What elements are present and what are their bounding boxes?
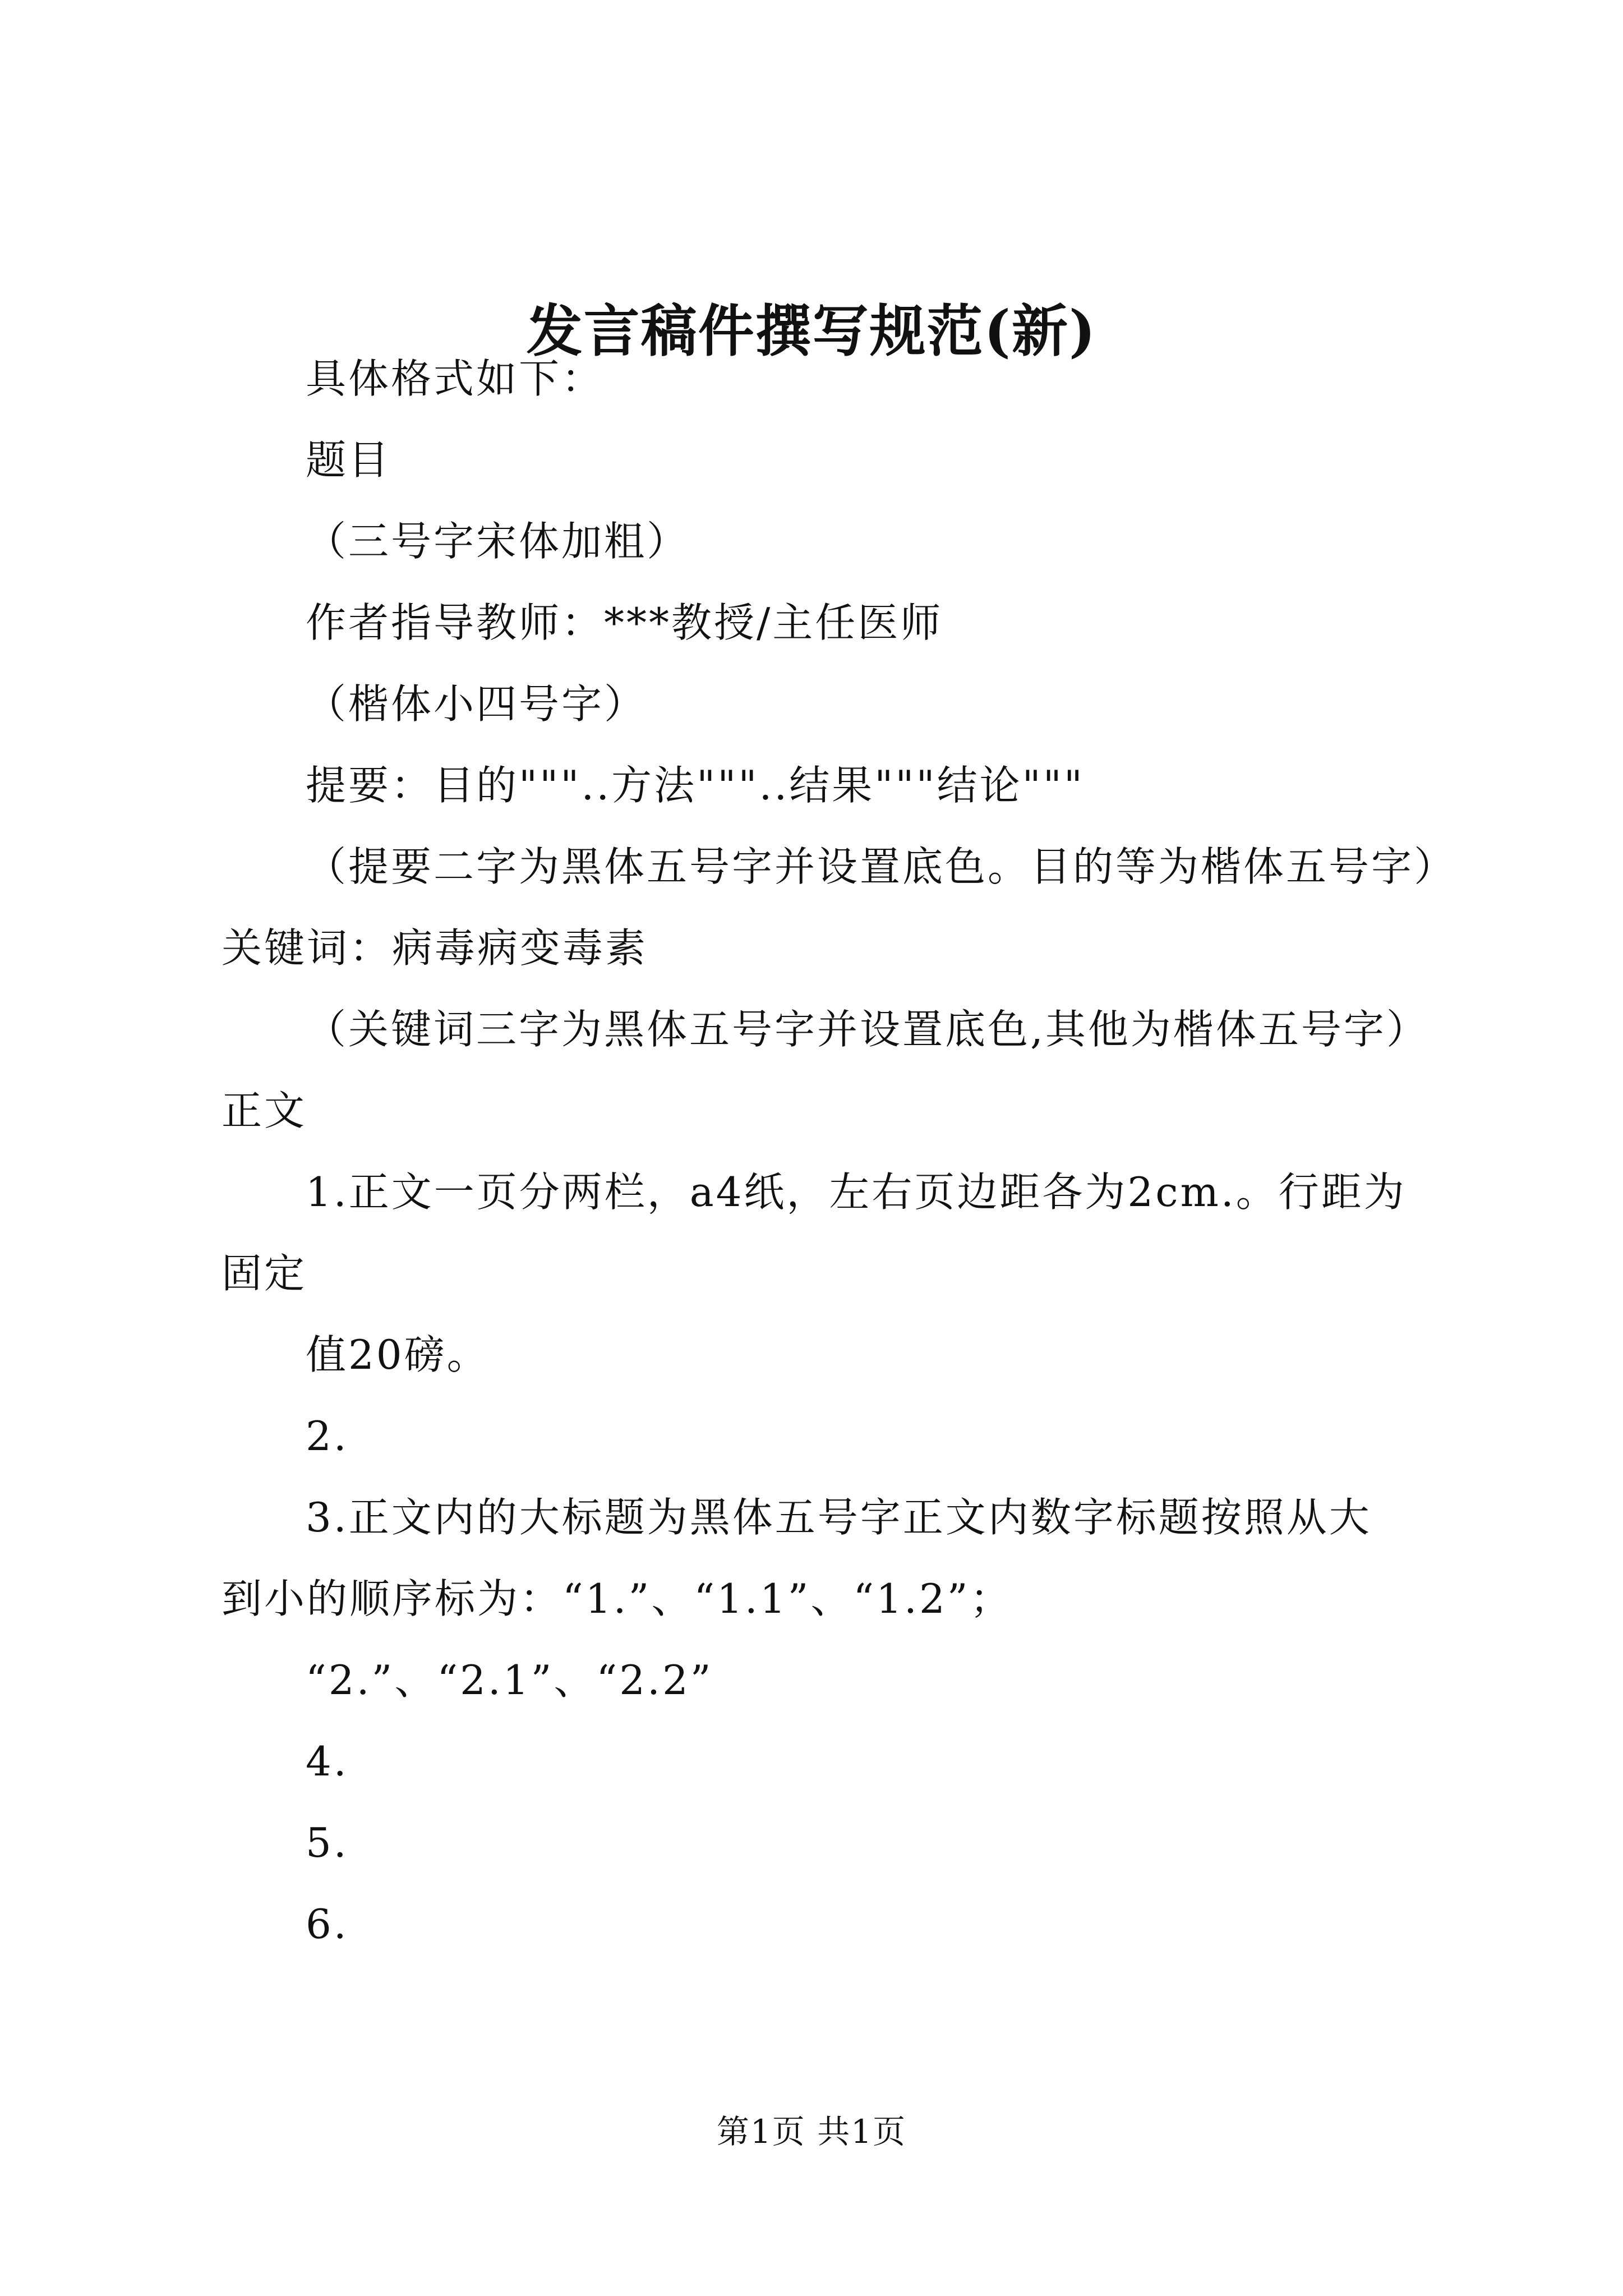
body-item-6: 6. bbox=[306, 1901, 349, 1948]
body-item-1-line-3: 值20磅。 bbox=[306, 1331, 490, 1378]
body-heading-line: 正文 bbox=[222, 1087, 307, 1134]
abstract-format-note: （提要二字为黑体五号字并设置底色。目的等为楷体五号字） bbox=[306, 843, 1457, 890]
title-format-note: （三号字宋体加粗） bbox=[306, 518, 690, 565]
body-item-1-line-2: 固定 bbox=[222, 1250, 307, 1297]
body-item-3-line-1: 3.正文内的大标题为黑体五号字正文内数字标题按照从大 bbox=[306, 1494, 1372, 1541]
author-format-note: （楷体小四号字） bbox=[306, 680, 647, 728]
keywords-line: 关键词：病毒病变毒素 bbox=[222, 924, 648, 972]
title-heading-line: 题目 bbox=[306, 436, 391, 484]
body-item-3-line-3: “2.”、“2.1”、“2.2” bbox=[306, 1657, 713, 1704]
author-line: 作者指导教师：***教授/主任医师 bbox=[306, 599, 943, 646]
keywords-format-note: （关键词三字为黑体五号字并设置底色,其他为楷体五号字） bbox=[306, 1006, 1429, 1053]
abstract-line: 提要：目的"""..方法"""..结果"""结论""" bbox=[306, 762, 1085, 809]
page-footer: 第1页 共1页 bbox=[716, 2113, 907, 2151]
body-item-1-line-1: 1.正文一页分两栏，a4纸，左右页边距各为2cm.。行距为 bbox=[306, 1168, 1407, 1216]
document-title: 发言稿件撰写规范(新) bbox=[526, 298, 1097, 364]
body-item-4: 4. bbox=[306, 1738, 349, 1785]
format-intro-line: 具体格式如下： bbox=[306, 355, 605, 402]
body-item-2: 2. bbox=[306, 1412, 349, 1460]
body-item-5: 5. bbox=[306, 1819, 349, 1866]
body-item-3-line-2: 到小的顺序标为：“1.”、“1.1”、“1.2”； bbox=[222, 1575, 1013, 1622]
